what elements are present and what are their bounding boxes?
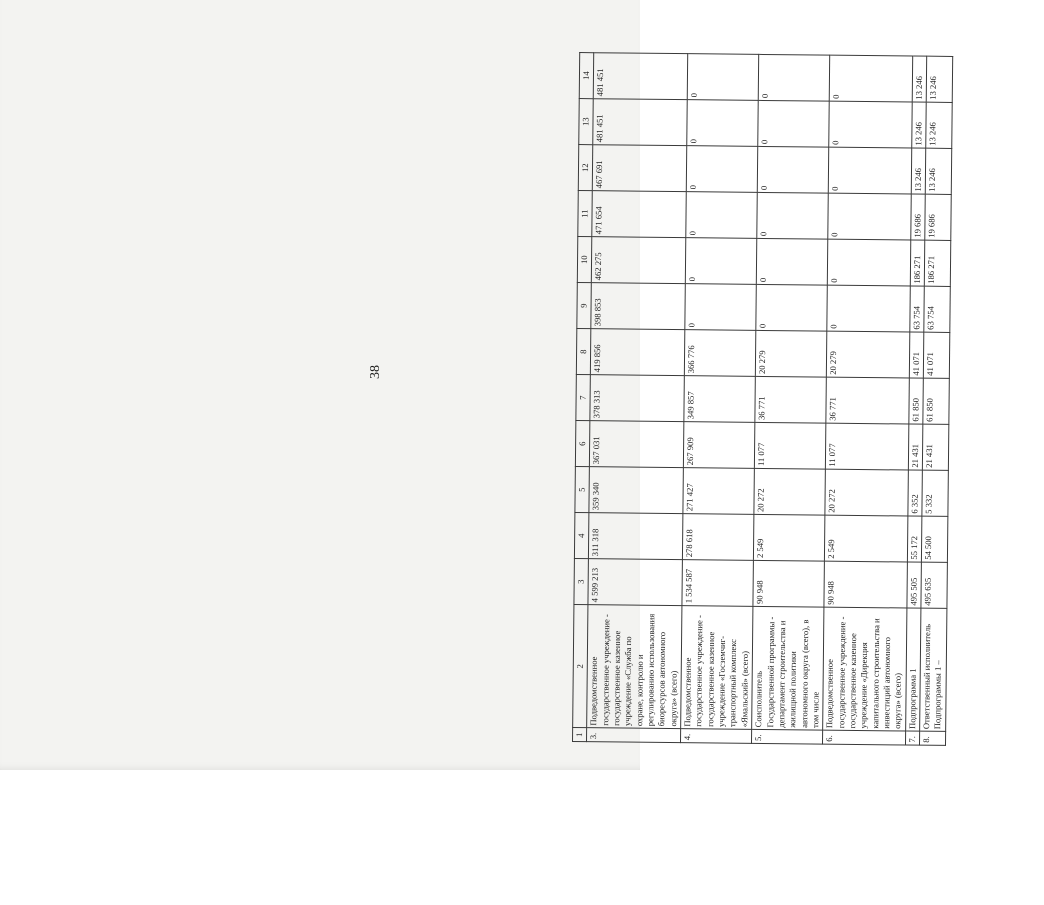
table-row — [681, 54, 759, 744]
column-header: 10 — [577, 237, 592, 283]
value-cell: 0 — [756, 284, 828, 331]
value-cell: 13 246 — [911, 148, 926, 194]
column-header: 1 — [573, 728, 587, 742]
value-cell: 90 948 — [824, 561, 907, 608]
value-cell: 378 313 — [590, 375, 684, 422]
value-cell: 495 635 — [921, 562, 947, 608]
value-cell: 0 — [686, 192, 758, 239]
value-cell: 359 340 — [589, 467, 683, 514]
value-cell: 13 246 — [911, 102, 926, 148]
page-number: 38 — [368, 365, 383, 379]
value-cell: 20 279 — [827, 331, 910, 378]
value-cell: 0 — [828, 239, 911, 286]
value-cell: 61 850 — [908, 378, 923, 424]
value-cell: 0 — [687, 100, 759, 147]
value-cell: 6 352 — [908, 470, 923, 516]
table-wrapper — [572, 52, 1044, 747]
value-cell: 0 — [685, 238, 757, 285]
value-cell: 41 071 — [909, 332, 924, 378]
row-name: Ответственный исполнитель Подпрограммы 1 – — [920, 608, 947, 732]
value-cell: 278 618 — [683, 514, 755, 561]
column-header: 6 — [575, 421, 590, 467]
row-name: Подведомственное государственное учреждение - государственное казенное учреждение «Дирекция капитального строительства и инвестиций автономного округа» (всего) — [823, 607, 907, 731]
value-cell: 19 686 — [925, 194, 951, 240]
table-row — [587, 53, 688, 743]
column-header: 13 — [579, 99, 594, 145]
value-cell: 0 — [687, 54, 759, 101]
value-cell: 19 686 — [910, 194, 925, 240]
value-cell: 0 — [757, 192, 829, 239]
value-cell: 186 271 — [924, 240, 950, 286]
value-cell: 481 451 — [593, 99, 687, 146]
row-name: Подпрограмма 1 — [905, 608, 921, 732]
data-table — [572, 52, 953, 746]
value-cell: 311 318 — [589, 513, 683, 560]
value-cell: 21 431 — [908, 424, 923, 470]
value-cell: 21 431 — [922, 424, 948, 470]
value-cell: 63 754 — [909, 286, 924, 332]
column-header: 4 — [574, 513, 589, 559]
table-row — [752, 54, 830, 744]
row-name: Соисполнитель Государственной программы - департамент строительства и жилищной политики автономного округа (всего), в том числе — [752, 606, 824, 730]
row-number: 6. — [823, 731, 906, 745]
value-cell: 349 857 — [684, 376, 756, 423]
value-cell: 13 246 — [912, 56, 927, 102]
value-cell: 5 332 — [922, 470, 948, 516]
value-cell: 481 451 — [594, 53, 688, 100]
value-cell: 13 246 — [926, 102, 952, 148]
value-cell: 0 — [685, 284, 757, 331]
value-cell: 20 272 — [825, 469, 908, 516]
value-cell: 271 427 — [683, 468, 755, 515]
value-cell: 495 505 — [907, 562, 922, 608]
value-cell: 267 909 — [683, 422, 755, 469]
column-header: 9 — [577, 283, 592, 329]
value-cell: 0 — [758, 100, 830, 147]
row-number: 4. — [681, 729, 752, 743]
value-cell: 4 599 213 — [588, 559, 682, 606]
column-header: 14 — [579, 53, 594, 99]
value-cell: 20 272 — [754, 468, 826, 515]
value-cell: 63 754 — [924, 286, 950, 332]
value-cell: 0 — [686, 146, 758, 193]
value-cell: 11 077 — [826, 423, 909, 470]
value-cell: 11 077 — [755, 422, 827, 469]
row-name: Подведомственное государственное учреждение - государственное казенное учреждение «Госземчиг-транспортный комплекс «Ямальский» (всего) — [681, 606, 753, 730]
value-cell: 61 850 — [923, 378, 949, 424]
value-cell: 13 246 — [926, 56, 952, 102]
value-cell: 36 771 — [826, 377, 909, 424]
value-cell: 36 771 — [755, 376, 827, 423]
value-cell: 41 071 — [923, 332, 949, 378]
row-number: 7. — [905, 731, 919, 745]
value-cell: 2 549 — [825, 515, 908, 562]
value-cell: 0 — [756, 238, 828, 285]
column-header: 5 — [575, 467, 590, 513]
value-cell: 0 — [757, 146, 829, 193]
row-name: Подведомственное государственное учреждение - государственное казенное учреждение «Служба по охране, контролю и регулированию использования биоресурсов автономного округа» (всего) — [587, 605, 682, 729]
column-header: 3 — [574, 559, 589, 605]
value-cell: 366 776 — [684, 330, 756, 377]
value-cell: 462 275 — [592, 237, 686, 284]
value-cell: 20 279 — [755, 330, 827, 377]
value-cell: 0 — [829, 55, 912, 102]
value-cell: 55 172 — [907, 516, 922, 562]
column-header: 8 — [576, 329, 591, 375]
row-number: 3. — [587, 728, 681, 743]
value-cell: 186 271 — [910, 240, 925, 286]
row-number: 8. — [919, 732, 945, 746]
value-cell: 1 534 587 — [682, 560, 754, 607]
table-row — [823, 55, 913, 745]
value-cell: 367 031 — [590, 421, 684, 468]
column-header: 7 — [576, 375, 591, 421]
value-cell: 0 — [828, 147, 911, 194]
value-cell: 398 853 — [591, 283, 685, 330]
value-cell: 2 549 — [754, 514, 826, 561]
value-cell: 90 948 — [753, 560, 825, 607]
value-cell: 467 691 — [593, 145, 687, 192]
value-cell: 0 — [758, 54, 830, 101]
column-header: 11 — [578, 191, 593, 237]
value-cell: 419 856 — [591, 329, 685, 376]
row-number: 5. — [752, 730, 823, 744]
column-header: 12 — [578, 145, 593, 191]
value-cell: 0 — [828, 193, 911, 240]
column-header: 2 — [573, 605, 589, 729]
value-cell: 471 654 — [592, 191, 686, 238]
value-cell: 13 246 — [925, 148, 951, 194]
value-cell: 0 — [829, 101, 912, 148]
value-cell: 0 — [827, 285, 910, 332]
value-cell: 54 500 — [921, 516, 947, 562]
